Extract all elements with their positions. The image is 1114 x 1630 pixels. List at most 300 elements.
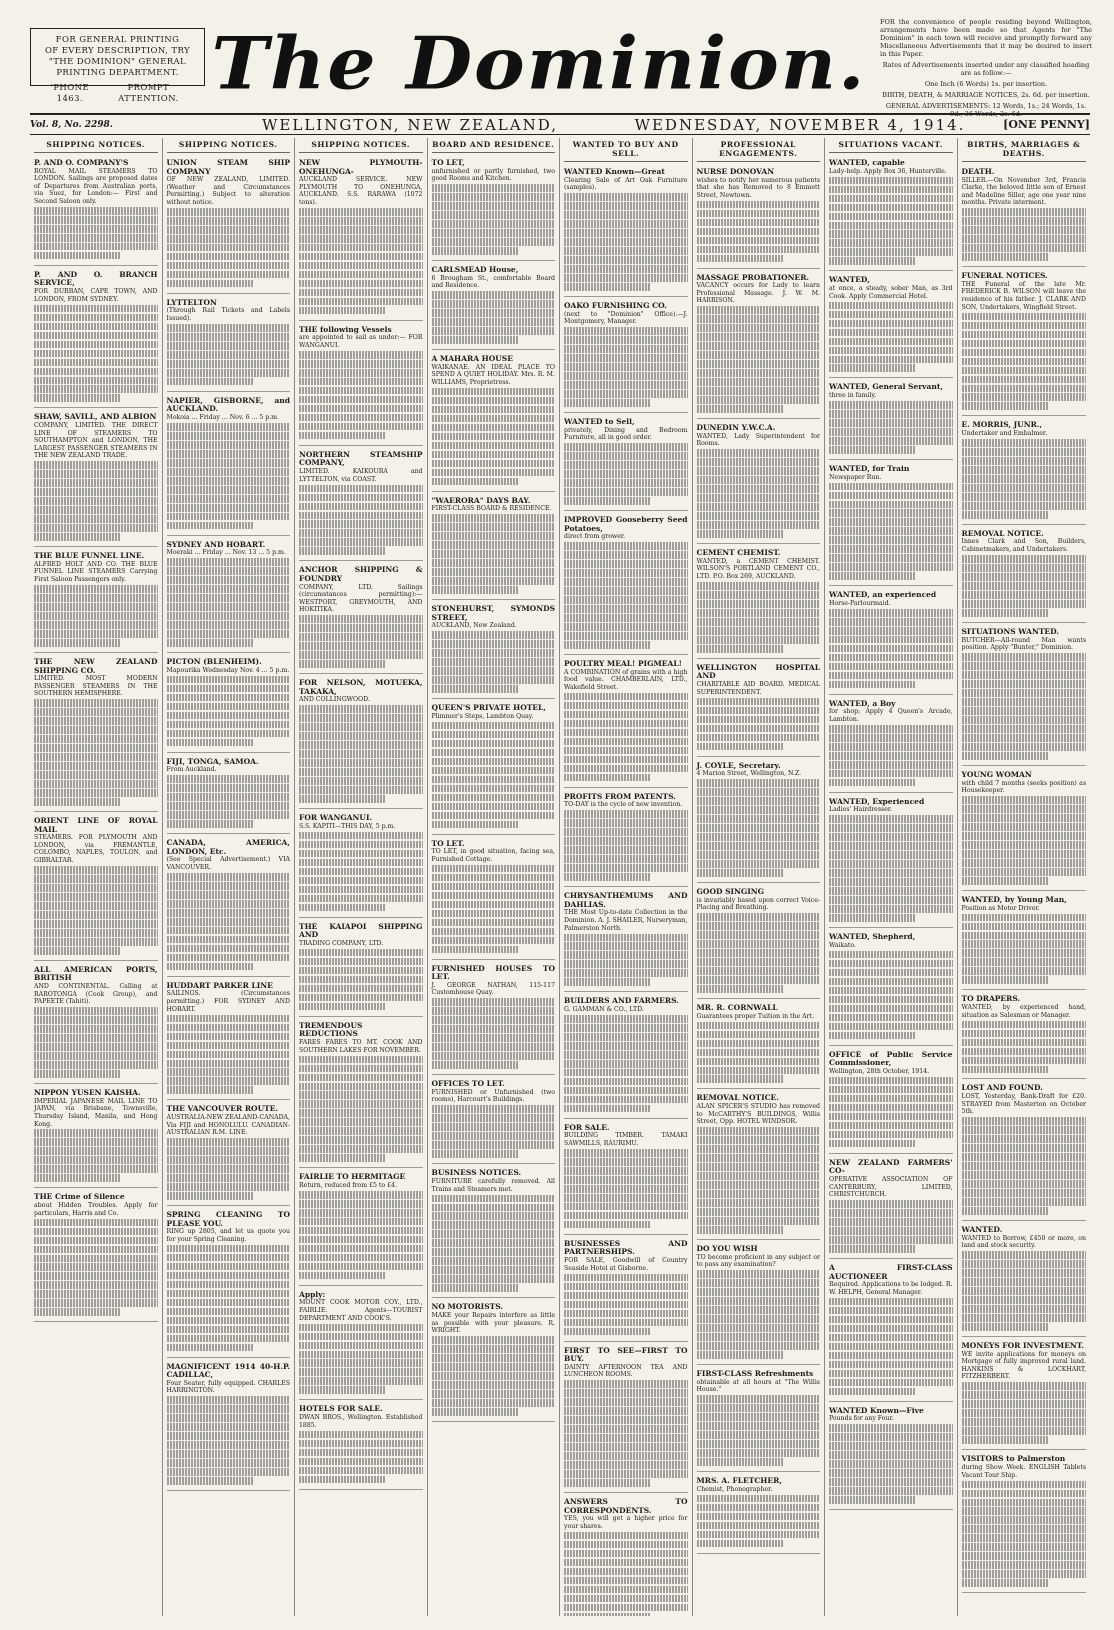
text-line-texture — [34, 1016, 158, 1024]
text-line-texture — [34, 798, 120, 806]
text-line-texture — [962, 1260, 1087, 1268]
text-line-texture — [299, 877, 423, 885]
text-line-texture — [34, 1228, 158, 1236]
text-line-texture — [34, 875, 158, 883]
text-line-texture — [697, 1324, 821, 1332]
text-line-texture — [697, 378, 821, 386]
text-line-texture — [34, 920, 158, 928]
advertisement-lead: TO LET. — [431, 838, 465, 848]
text-line-texture — [697, 521, 821, 529]
text-line-texture — [564, 1185, 688, 1193]
advertisement-lead: DEATH. — [961, 167, 995, 176]
text-line-texture — [432, 812, 556, 820]
text-line-texture — [432, 658, 556, 666]
text-line-texture — [962, 1427, 1087, 1435]
printing-attention: PROMPT ATTENTION. — [118, 83, 179, 104]
advertisement-lead: THE VANCOUVER ROUTE. — [166, 1104, 279, 1114]
advertisement-lead: FIRST-CLASS Refreshments — [696, 1369, 814, 1379]
advertisement-lead: WANTED, for Train — [829, 463, 910, 473]
text-line-texture — [299, 1254, 423, 1262]
advertisement-text: DWAN BROS., Wellington. Established 1885. — [299, 1414, 423, 1429]
advertisement — [167, 1361, 291, 1492]
text-line-texture — [829, 663, 953, 671]
text-line-texture — [299, 1263, 423, 1271]
text-line-texture — [34, 585, 158, 593]
text-line-texture — [697, 387, 821, 395]
text-line-texture — [167, 721, 291, 729]
advertisement-text: AUCKLAND SERVICE. NEW PLYMOUTH TO ONEHUNGA, AUCKLAND. S.S. RARAWA (1072 tons). — [299, 176, 423, 206]
issue-price: [ONE PENNY] — [1003, 118, 1090, 131]
text-line-texture — [697, 1431, 821, 1439]
text-line-texture — [564, 828, 688, 836]
text-line-texture — [167, 235, 291, 243]
advertisement-text: BUILDING TIMBER. TAMAKI SAWMILLS, RAURIMU. — [564, 1132, 688, 1147]
text-line-texture — [962, 1400, 1087, 1408]
text-line-texture — [432, 722, 556, 730]
text-line-texture — [34, 394, 120, 402]
text-line-texture — [167, 594, 291, 602]
advertisement-text: WANTED, a CEMENT CHEMIST. WILSON'S PORTLAND CEMENT CO., LTD. P.O. Box 269, AUCKLAND. — [696, 557, 820, 581]
text-line-texture — [564, 1033, 688, 1041]
text-line-texture — [962, 1296, 1087, 1304]
text-line-texture — [167, 784, 291, 792]
advertisement — [564, 995, 688, 1118]
advertisement-text: WANTED, Lady Superintendent for Rooms. — [696, 432, 820, 448]
text-line-texture — [34, 359, 158, 367]
advertisement-lead: LYTTELTON — [166, 297, 217, 307]
advertisement-text: Newspaper Run. — [829, 473, 882, 481]
text-line-texture — [697, 315, 821, 323]
advertisement-text: Lady-help. Apply Box 36, Hunterville. — [829, 167, 947, 175]
text-line-texture — [962, 1153, 1087, 1161]
text-line-texture — [962, 707, 1087, 715]
text-line-texture — [962, 322, 1087, 330]
advertisement-lead: ANCHOR SHIPPING & FOUNDRY — [299, 565, 423, 584]
advertisement — [432, 838, 556, 960]
text-line-texture — [432, 874, 556, 882]
text-line-texture — [167, 1308, 291, 1316]
text-line-texture — [167, 324, 291, 332]
advertisement-text: Pounds for any Four. — [829, 1415, 894, 1423]
text-line-texture — [697, 1413, 821, 1421]
text-line-texture — [564, 390, 688, 398]
text-line-texture — [299, 1065, 423, 1073]
text-line-texture — [299, 615, 423, 623]
text-line-texture — [564, 747, 688, 755]
advertisement-text: with child 7 months (seeks position) as Housekeeper. — [961, 779, 1086, 795]
text-line-texture — [432, 478, 518, 486]
text-line-texture — [432, 1114, 556, 1122]
advertisement-text: OPERATIVE ASSOCIATION OF CANTERBURY, LIMITED, CHRISTCHURCH. — [829, 1175, 953, 1199]
advertisement-lead: MAGNIFICENT 1914 40-H.P. CADILLAC, — [166, 1361, 290, 1380]
column-heading: SITUATIONS VACANT. — [829, 138, 953, 153]
advertisement-text: is invariably based upon correct Voice-Placing and Breathing. — [696, 896, 820, 912]
text-line-texture — [299, 280, 423, 288]
text-line-texture — [299, 226, 423, 234]
text-line-texture — [34, 866, 158, 874]
column — [825, 138, 958, 1616]
text-line-texture — [432, 1275, 556, 1283]
text-line-texture — [697, 949, 821, 957]
text-line-texture — [299, 895, 423, 903]
text-line-texture — [564, 1328, 650, 1336]
advertisement — [34, 550, 158, 653]
rate-line: One Inch (6 Words) 1s. per insertion. — [924, 80, 1048, 88]
text-line-texture — [829, 951, 953, 959]
text-line-texture — [167, 945, 291, 953]
advertisement — [167, 1103, 291, 1206]
text-line-texture — [697, 931, 821, 939]
text-line-texture — [432, 1016, 556, 1024]
advertisement-lead: MRS. A. FLETCHER, — [696, 1476, 782, 1486]
advertisement-text: LIMITED. KAIKOURA and LYTTELTON, via COAST. — [299, 467, 423, 483]
advertisement-lead: ANSWERS TO CORRESPONDENTS. — [564, 1497, 688, 1515]
text-line-texture — [167, 891, 291, 899]
text-line-texture — [432, 559, 556, 567]
advertisement-lead: STONEHURST, SYMONDS STREET, — [431, 604, 555, 622]
text-line-texture — [564, 443, 688, 451]
text-line-texture — [697, 1449, 821, 1457]
advertisement-text: Wellington, 28th October, 1914. — [829, 1067, 930, 1075]
text-line-texture — [299, 1458, 423, 1466]
text-line-texture — [34, 515, 158, 523]
text-line-texture — [299, 850, 423, 858]
advertisement-text: Waikato. — [829, 941, 856, 949]
text-line-texture — [167, 739, 253, 747]
text-line-texture — [962, 484, 1087, 492]
text-line-texture — [962, 850, 1087, 858]
text-line-texture — [34, 699, 158, 707]
advertisement — [299, 1171, 423, 1285]
text-line-texture — [167, 477, 291, 485]
text-line-texture — [432, 514, 556, 522]
text-line-texture — [829, 177, 953, 185]
text-line-texture — [697, 1145, 821, 1153]
advertisement-text: unfurnished or partly furnished, two good Rooms and Kitchen. — [431, 167, 555, 183]
text-line-texture — [299, 485, 423, 493]
text-line-texture — [697, 405, 783, 413]
text-line-texture — [564, 1532, 688, 1540]
text-line-texture — [564, 1301, 688, 1309]
text-line-texture — [432, 685, 518, 693]
text-line-texture — [34, 612, 158, 620]
text-line-texture — [432, 883, 556, 891]
text-line-texture — [829, 779, 915, 787]
text-line-texture — [829, 302, 953, 310]
advertisement — [432, 702, 556, 834]
advertisement-text: ALAN SPICER'S STUDIO has removed to McCARTHY'S BUILDINGS, Willis Street, Opp. HOTEL WINDSOR. — [696, 1103, 820, 1126]
text-line-texture — [167, 1450, 291, 1458]
text-line-texture — [167, 1147, 291, 1155]
text-line-texture — [34, 594, 158, 602]
text-line-texture — [829, 1218, 953, 1226]
advertisement-lead: PICTON (BLENHEIM). — [166, 657, 262, 667]
advertisement — [167, 837, 291, 977]
text-line-texture — [299, 289, 423, 297]
text-line-texture — [697, 1297, 821, 1305]
text-line-texture — [564, 623, 688, 631]
text-line-texture — [34, 1052, 158, 1060]
text-line-texture — [299, 1127, 423, 1135]
text-line-texture — [432, 1381, 556, 1389]
text-line-texture — [564, 1389, 688, 1397]
text-line-texture — [697, 1049, 821, 1057]
text-line-texture — [34, 533, 120, 541]
text-line-texture — [697, 806, 821, 814]
text-line-texture — [829, 222, 953, 230]
text-line-texture — [299, 494, 423, 502]
text-line-texture — [829, 195, 953, 203]
text-line-texture — [299, 1091, 423, 1099]
text-line-texture — [697, 1513, 821, 1521]
text-line-texture — [829, 887, 953, 895]
text-line-texture — [829, 1200, 953, 1208]
text-line-texture — [299, 985, 423, 993]
text-line-texture — [299, 642, 423, 650]
advertisement-lead: WANTED, Experienced — [829, 796, 925, 806]
text-line-texture — [564, 756, 688, 764]
text-line-texture — [697, 1279, 821, 1287]
text-line-texture — [697, 1458, 783, 1466]
advertisement-lead: Apply: — [299, 1289, 326, 1299]
text-line-texture — [962, 859, 1087, 867]
text-line-texture — [167, 1317, 291, 1325]
text-line-texture — [299, 1218, 423, 1226]
text-line-texture — [34, 726, 158, 734]
advertisement — [34, 1191, 158, 1322]
advertisement-lead: NURSE DONOVAN — [696, 167, 775, 176]
text-line-texture — [564, 551, 688, 559]
text-line-texture — [167, 342, 291, 350]
text-line-texture — [962, 1561, 1087, 1569]
text-line-texture — [962, 331, 1087, 339]
text-line-texture — [962, 662, 1087, 670]
text-line-texture — [167, 1015, 291, 1023]
text-line-texture — [697, 1288, 821, 1296]
text-line-texture — [564, 193, 688, 201]
advertisement-text: AUCKLAND, New Zealand. — [431, 622, 517, 630]
text-line-texture — [962, 511, 1049, 519]
text-line-texture — [829, 401, 953, 409]
advertisement-text: LOST, Yesterday, Bank-Draft for £20. STRAYED from Masterton on October 5th. — [961, 1093, 1086, 1116]
text-line-texture — [167, 963, 253, 971]
text-line-texture — [167, 1396, 291, 1404]
text-line-texture — [167, 873, 291, 881]
text-line-texture — [962, 1066, 1049, 1074]
text-line-texture — [34, 1255, 158, 1263]
advertisement-text: WANTED to Borrow, £450 or more, on land and stock security. — [961, 1234, 1086, 1250]
advertisement — [34, 411, 158, 547]
text-line-texture — [829, 734, 953, 742]
text-line-texture — [564, 738, 688, 746]
text-line-texture — [697, 779, 821, 787]
advertisement — [962, 1340, 1087, 1450]
text-line-texture — [564, 1024, 688, 1032]
advertisement-lead: A FIRST-CLASS AUCTIONEER — [829, 1262, 953, 1281]
advertisement-lead: DO YOU WISH — [696, 1244, 758, 1254]
text-line-texture — [697, 476, 821, 484]
text-line-texture — [299, 1145, 423, 1153]
text-line-texture — [167, 1165, 291, 1173]
text-line-texture — [167, 1405, 291, 1413]
advertisement-text: S.S. KAPITI—THIS DAY, 5 p.m. — [299, 822, 396, 830]
text-line-texture — [829, 545, 953, 553]
text-line-texture — [962, 1039, 1087, 1047]
advertisement — [299, 157, 423, 321]
advertisement-lead: WANTED, capable — [829, 158, 905, 167]
text-line-texture — [962, 358, 1087, 366]
advertisement — [829, 589, 953, 694]
column — [428, 138, 561, 1616]
text-line-texture — [829, 204, 953, 212]
text-line-texture — [564, 934, 688, 942]
text-line-texture — [432, 901, 556, 909]
text-line-texture — [564, 1568, 688, 1576]
text-line-texture — [962, 573, 1087, 581]
text-line-texture — [697, 1315, 821, 1323]
text-line-texture — [962, 609, 1049, 617]
advertisement-lead: FIRST TO SEE—FIRST TO BUY. — [564, 1345, 688, 1364]
advertisement-text: RING up 2805, and let us quote you for your Spring Cleaning. — [166, 1228, 290, 1243]
advertisement-lead: SHAW, SAVILL, AND ALBION — [34, 412, 157, 422]
text-line-texture — [829, 627, 953, 635]
text-line-texture — [34, 762, 158, 770]
advertisement — [564, 1122, 688, 1235]
text-line-texture — [564, 1078, 688, 1086]
text-line-texture — [34, 1272, 158, 1280]
text-line-texture — [697, 698, 821, 706]
advertisement-lead: THE following Vessels — [299, 324, 392, 334]
advertisement-lead: WANTED Known—Great — [564, 167, 665, 176]
text-line-texture — [962, 1499, 1087, 1507]
text-line-texture — [564, 1042, 688, 1050]
text-line-texture — [697, 1217, 821, 1225]
text-line-texture — [167, 1033, 291, 1041]
text-line-texture — [167, 703, 291, 711]
advertisement-lead: MONEYS FOR INVESTMENT. — [961, 1341, 1084, 1351]
text-line-texture — [167, 1432, 291, 1440]
text-line-texture — [167, 1042, 291, 1050]
text-line-texture — [432, 309, 556, 317]
text-line-texture — [962, 914, 1087, 922]
advertisement — [829, 463, 953, 586]
text-line-texture — [34, 305, 158, 313]
text-line-texture — [299, 786, 423, 794]
advertisement-text: Moeraki ... Friday ... Nov. 13 ... 5 p.m. — [166, 549, 286, 557]
text-line-texture — [564, 578, 688, 586]
advertisement-lead: P. AND O. COMPANY'S — [34, 158, 129, 167]
text-line-texture — [962, 466, 1087, 474]
text-line-texture — [829, 1487, 953, 1495]
advertisement-text: FOR DURBAN, CAPE TOWN, AND LONDON, FROM SYDNEY. — [34, 288, 158, 303]
advertisement-text: Return, reduced from £5 to £4. — [299, 1181, 397, 1189]
text-line-texture — [167, 522, 253, 530]
text-line-texture — [564, 1452, 688, 1460]
text-line-texture — [564, 720, 688, 728]
text-line-texture — [432, 220, 556, 228]
advertisement — [564, 791, 688, 887]
text-line-texture — [697, 246, 821, 254]
advertisement-text: YES, you will get a higher price for your shares. — [564, 1515, 688, 1530]
advertisement — [697, 1092, 821, 1240]
text-line-texture — [167, 253, 291, 261]
text-line-texture — [432, 415, 556, 423]
text-line-texture — [299, 1440, 423, 1448]
text-line-texture — [697, 396, 821, 404]
text-line-texture — [829, 1388, 915, 1396]
text-line-texture — [564, 1283, 688, 1291]
text-line-texture — [34, 1129, 158, 1137]
text-line-texture — [34, 621, 158, 629]
advertisement — [697, 886, 821, 999]
text-line-texture — [167, 936, 291, 944]
advertisement — [167, 656, 291, 752]
advertisement-lead: QUEEN'S PRIVATE HOTEL, — [431, 703, 546, 713]
text-line-texture — [829, 501, 953, 509]
advertisement-text: SILLER.—On November 3rd, Francis Clarke, the beloved little son of Ernest and Madeline Siller, age one year nine months. Private interment. — [961, 176, 1086, 207]
advertisement-text: WAIKANAE. AN IDEAL PLACE TO SPEND A QUIET HOLIDAY. Mrs. R. M. WILLIAMS, Proprietress. — [431, 363, 555, 386]
text-line-texture — [299, 1449, 423, 1457]
text-line-texture — [962, 832, 1087, 840]
text-line-texture — [34, 929, 158, 937]
text-line-texture — [829, 410, 953, 418]
text-line-texture — [564, 211, 688, 219]
text-line-texture — [829, 1424, 953, 1432]
text-line-texture — [299, 732, 423, 740]
text-line-texture — [564, 1604, 688, 1612]
text-line-texture — [829, 681, 915, 689]
text-line-texture — [432, 568, 556, 576]
text-line-texture — [167, 1138, 291, 1146]
text-line-texture — [34, 1147, 158, 1155]
text-line-texture — [34, 216, 158, 224]
text-line-texture — [564, 327, 688, 335]
printing-line: "THE DOMINION" GENERAL — [48, 57, 187, 67]
text-line-texture — [564, 1194, 688, 1202]
text-line-texture — [167, 712, 291, 720]
advertisement-text: THE Funeral of the late Mr. FREDERICK B. WILSON will leave the residence of his father. J. CLARK AND SON, Undertakers, Wingfield Street. — [961, 280, 1086, 311]
text-line-texture — [432, 1025, 556, 1033]
text-line-texture — [564, 1380, 688, 1388]
advertisement-text: Required. Applications to be lodged. R. W. HELPH, General Manager. — [829, 1281, 953, 1296]
text-line-texture — [34, 893, 158, 901]
advertisement-lead: WANTED, General Servant, — [829, 382, 943, 392]
text-line-texture — [829, 1316, 953, 1324]
text-line-texture — [167, 1441, 291, 1449]
advertisement — [299, 1289, 423, 1401]
advertisement — [829, 796, 953, 928]
text-line-texture — [962, 1382, 1087, 1390]
text-line-texture — [299, 529, 423, 537]
text-line-texture — [697, 1522, 821, 1530]
text-line-texture — [564, 542, 688, 550]
advertisement-text: for shop; Apply 4 Queen's Arcade, Lambton. — [829, 708, 953, 723]
advertisement — [962, 1082, 1087, 1221]
text-line-texture — [829, 554, 953, 562]
city-name: WELLINGTON, NEW ZEALAND, — [262, 115, 558, 134]
text-line-texture — [432, 211, 556, 219]
text-line-texture — [564, 488, 688, 496]
text-line-texture — [34, 385, 158, 393]
text-line-texture — [962, 1323, 1049, 1331]
text-line-texture — [34, 368, 158, 376]
text-line-texture — [564, 1167, 688, 1175]
text-line-texture — [829, 725, 953, 733]
advertisement-lead: WANTED Known—Five — [829, 1405, 924, 1415]
text-line-texture — [299, 512, 423, 520]
advertisement-lead: WANTED, a Boy — [829, 698, 896, 708]
advertisement — [564, 300, 688, 413]
